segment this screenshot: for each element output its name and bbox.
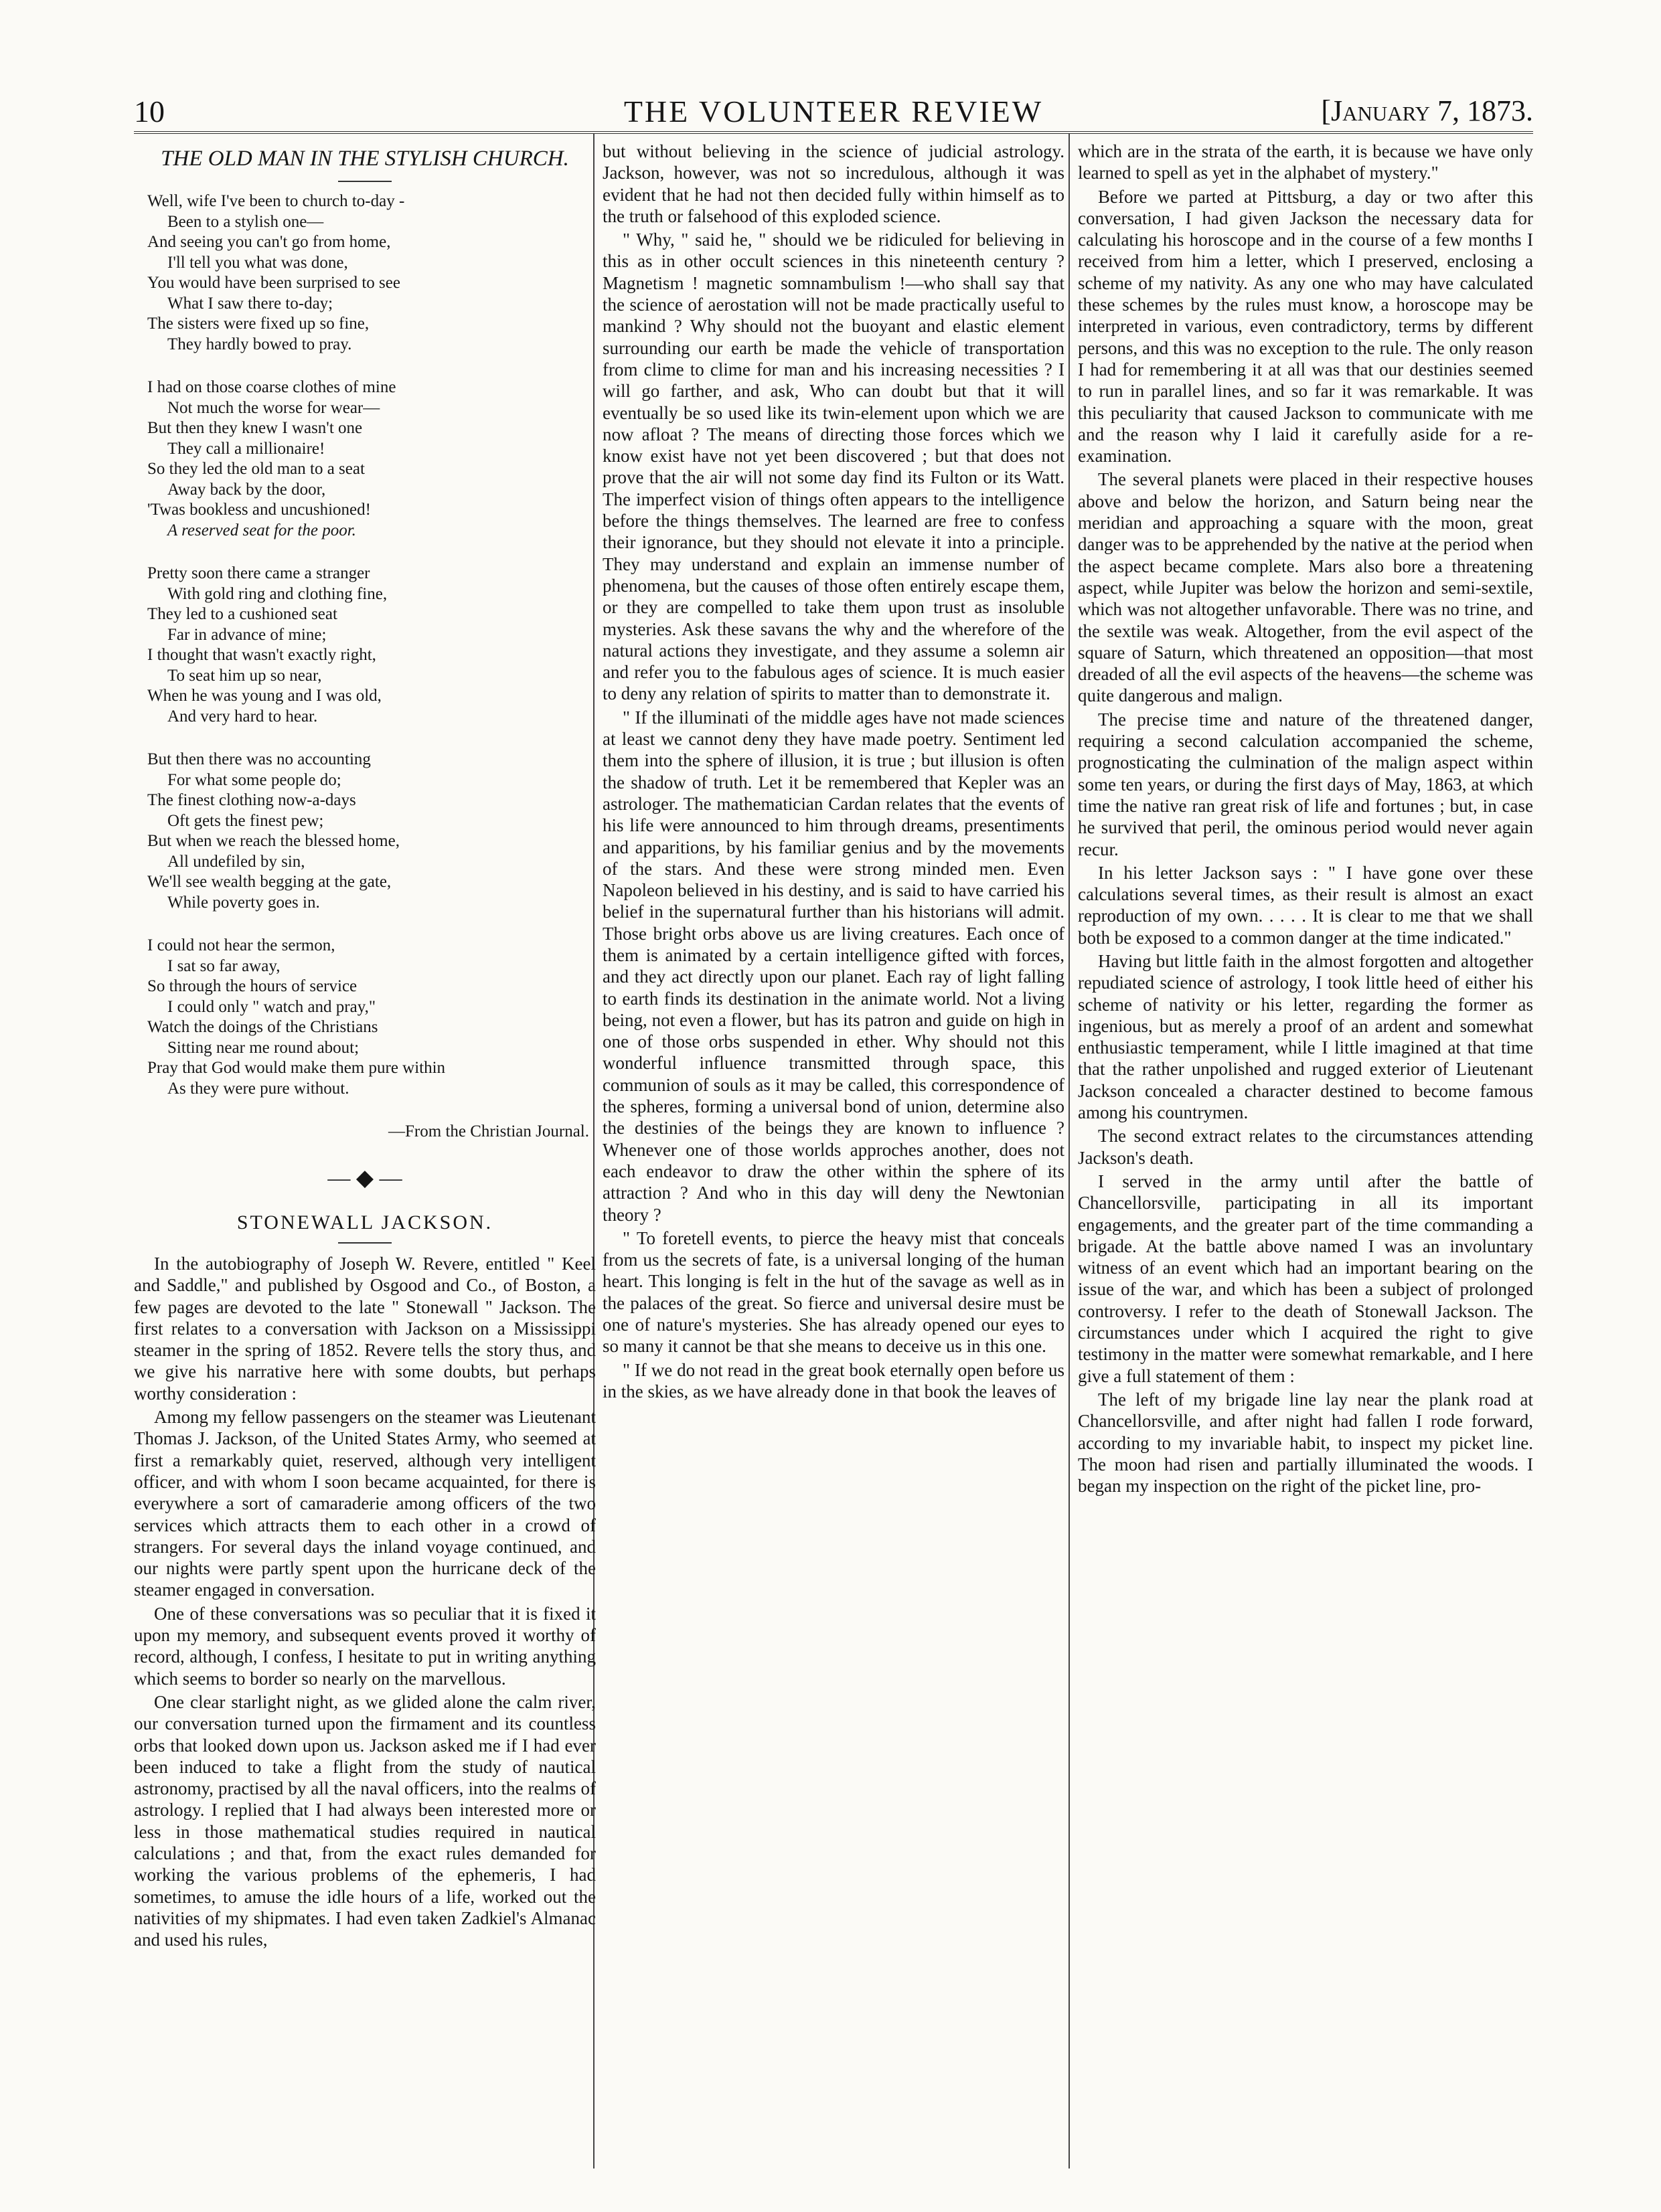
article-paragraph: but without believing in the science of judicial astrology. Jackson, however, was not so incredulous, although it was evident that he had not then decided fully within himself as to the truth or falsehood of this exploded science. bbox=[603, 141, 1064, 226]
poem-line: Pretty soon there came a stranger bbox=[147, 564, 370, 582]
poem-line: I'll tell you what was done, bbox=[167, 253, 348, 272]
poem-line: I had on those coarse clothes of mine bbox=[147, 378, 396, 396]
article-paragraph: " If we do not read in the great book eternally open before us in the skies, as we have already done in that book the leaves of bbox=[603, 1359, 1064, 1401]
poem-line: So they led the old man to a seat bbox=[147, 460, 365, 478]
column-rule-2 bbox=[1069, 134, 1070, 2168]
poem-line: What I saw there to-day; bbox=[167, 294, 333, 313]
poem-line: As they were pure without. bbox=[167, 1079, 349, 1098]
article-paragraph: The several planets were placed in their respective houses above and below the horizon, and Saturn being near the meridian and approaching a square with the moon, great danger was to be apprehended by the native at the period when the aspect became complete. Mars also bore a threatening aspect, while Jupiter was below the horizon and semi-sextile, which was not altogether unfavorable. There was no trine, and the sextile was weak. Altogether, from the evil aspect of the square of Saturn, which threatened an opposition—that most dreaded of all the evil aspects of the heavens—the scheme was quite dangerous and malign. bbox=[1078, 469, 1533, 706]
poem-line: Not much the worse for wear— bbox=[167, 398, 380, 417]
article-paragraph: I served in the army until after the battle of Chancellorsville, participating in all its important engagements, and the greater part of the time commanding a brigade. At the battle above named I was an involuntary witness of an event which had an important bearing on the issue of the war, and which has been a subject of prolonged controversy. I refer to the death of Stonewall Jackson. The circumstances under which I acquired the right to give testimony in the matter were somewhat remarkable, and I here give a full statement of them : bbox=[1078, 1171, 1533, 1386]
poem-line: Pray that God would make them pure within bbox=[147, 1059, 446, 1077]
article-title: STONEWALL JACKSON. bbox=[236, 1211, 493, 1233]
article-column-2 bbox=[603, 141, 1064, 1402]
poem bbox=[134, 145, 596, 1142]
poem-line: They hardly bowed to pray. bbox=[167, 335, 352, 353]
header-rule bbox=[134, 131, 1533, 134]
article-paragraph: " If the illuminati of the middle ages have not made sciences at least we cannot deny they have made poetry. Sentiment led them into the sphere of illusion, it is true ; but illusion is often the shadow of truth. Let it be remembered that Kepler was an astrologer. The mathematician Cardan relates that the events of his life were announced to him through dreams, presentiments and apparitions, by his familiar genius and by the movements of the stars. And these were strong minded men. Even Napoleon believed in his destiny, and is said to have carried his belief in the supernatural further than his historians will admit. Those bright orbs above us are living creatures. Each once of them is animated by a certain intelligence gifted with forces, and they act directly upon our planet. Each ray of light falling to earth finds its destination in the animate world. Not a living being, not even a flower, but has its patron and guide on high in one of those orbs suspended in ether. Why should not this wonderful influence transmitted through space, this communion of souls as it may be called, this correspondence of the spheres, forming a universal bond of union, determine also the destinies of the beings they are known to influence ? Whenever one of those worlds approches another, does not each endeavor to draw the other within the sphere of its attraction ? And who in this day will deny the Newtonian theory ? bbox=[603, 707, 1064, 1225]
poem-stanza bbox=[134, 191, 596, 355]
issue-date: [January 7, 1873. bbox=[1321, 94, 1533, 127]
article-paragraph: Before we parted at Pittsburg, a day or two after this conversation, I had given Jackson the necessary data for calculating his horoscope and in the course of a few months I received from him a letter, which I preserved, enclosing a scheme of my nativity. As any one who may have calculated these schemes by the rules must know, a horoscope may be interpreted in various, even contradictory, terms by different persons, and this was no exception to the rule. The only reason I had for remembering it at all was that our destinies seemed to run in parallel lines, and so far it was remarkable. It was this peculiarity that caused Jackson to communicate with me and the reason why I laid it carefully aside for a re-examination. bbox=[1078, 186, 1533, 466]
poem-line: The sisters were fixed up so fine, bbox=[147, 315, 370, 333]
article-paragraph: " To foretell events, to pierce the heavy mist that conceals from us the secrets of fate, is a universal longing of the human heart. This longing is felt in the hut of the savage as well as in the palaces of the great. So fierce and universal desire must be one of nature's mysteries. She has already opened our eyes to so many it cannot be that she means to deceive us in this one. bbox=[603, 1227, 1064, 1357]
article-paragraph: In his letter Jackson says : " I have gone over these calculations several times, as their result is almost an exact reproduction of my own. . . . . It is clear to me that we shall both be exposed to a common danger at the time indicated." bbox=[1078, 862, 1533, 948]
article-paragraph: One clear starlight night, as we glided alone the calm river, our conversation turned upon the firmament and its countless orbs that looked down upon us. Jackson asked me if I had ever been induced to take a flight from the study of nautical astronomy, practised by all the naval officers, into the realms of astrology. I replied that I had always been interested more or less in those mathematical studies required in nautical calculations ; and that, from the exact rules demanded for working the various problems of the ephemeris, I had sometimes, to amuse the idle hours of a life, worked out the nativities of my shipmates. I had even taken Zadkiel's Almanac and used his rules, bbox=[134, 1691, 596, 1950]
poem-line: So through the hours of service bbox=[147, 977, 358, 995]
poem-line: I could not hear the sermon, bbox=[147, 936, 335, 954]
ornament-divider: — ◆ — bbox=[327, 1166, 402, 1191]
article-paragraph: Among my fellow passengers on the steamer was Lieutenant Thomas J. Jackson, of the United States Army, who seemed at first a remarkably quiet, reserved, although very intelligent officer, and with whom I soon became acquainted, for there is everywhere a sort of camaraderie among officers of the two services which attracts them to each other in a crowd of strangers. For several days the inland voyage continued, and our nights were partly spent upon the hurricane deck of the steamer engaged in conversation. bbox=[134, 1407, 596, 1600]
poem-line: With gold ring and clothing fine, bbox=[167, 584, 388, 603]
poem-stanza bbox=[134, 564, 596, 727]
column-2 bbox=[603, 141, 1064, 2175]
poem-line: Far in advance of mine; bbox=[167, 625, 327, 644]
poem-line: For what some people do; bbox=[167, 770, 341, 789]
poem-line: You would have been surprised to see bbox=[147, 274, 400, 292]
poem-line: Sitting near me round about; bbox=[167, 1038, 360, 1057]
poem-attribution: —From the Christian Journal. bbox=[388, 1122, 589, 1140]
article-paragraph: The second extract relates to the circumstances attending Jackson's death. bbox=[1078, 1126, 1533, 1168]
poem-line: 'Twas bookless and uncushioned! bbox=[147, 501, 371, 519]
poem-line: But then there was no accounting bbox=[147, 750, 371, 768]
poem-line: A reserved seat for the poor. bbox=[167, 521, 356, 539]
poem-line: Well, wife I've been to church to-day - bbox=[147, 192, 405, 210]
poem-line: While poverty goes in. bbox=[167, 893, 320, 912]
article-column-1 bbox=[134, 1253, 596, 1951]
title-rule bbox=[338, 1242, 392, 1244]
poem-line: Watch the doings of the Christians bbox=[147, 1018, 378, 1036]
poem-line: I sat so far away, bbox=[167, 956, 281, 975]
poem-line: The finest clothing now-a-days bbox=[147, 791, 356, 809]
poem-line: All undefiled by sin, bbox=[167, 852, 305, 871]
column-1 bbox=[134, 141, 596, 2175]
poem-line: We'll see wealth begging at the gate, bbox=[147, 873, 392, 891]
article-paragraph: Having but little faith in the almost forgotten and altogether repudiated science of astrology, I took little heed of either his scheme of nativity or his letter, regarding the former as ingenious, but as merely a proof of an ardent and somewhat enthusiastic temperament, while I little imagined at that time that the rather unpolished and rugged exterior of Lieutenant Jackson concealed a character destined to become famous among his countrymen. bbox=[1078, 950, 1533, 1123]
title-rule bbox=[338, 181, 392, 182]
poem-stanza bbox=[134, 936, 596, 1099]
poem-line: They led to a cushioned seat bbox=[147, 605, 337, 623]
article-paragraph: The left of my brigade line lay near the plank road at Chancellorsville, and after night had fallen I rode forward, according to my invariable habit, to inspect my picket line. The moon had risen and partially illuminated the woods. I began my inspection on the right of the picket line, pro- bbox=[1078, 1389, 1533, 1497]
column-3 bbox=[1078, 141, 1533, 2175]
poem-line: Been to a stylish one— bbox=[167, 212, 324, 231]
poem-line: And seeing you can't go from home, bbox=[147, 233, 391, 251]
poem-line: Away back by the door, bbox=[167, 480, 326, 499]
poem-stanzas bbox=[134, 191, 596, 1099]
poem-line: I thought that wasn't exactly right, bbox=[147, 646, 376, 664]
poem-stanza bbox=[134, 750, 596, 913]
poem-line: I could only " watch and pray," bbox=[167, 997, 376, 1016]
article-paragraph: In the autobiography of Joseph W. Revere, entitled " Keel and Saddle," and published by Osgood and Co., of Boston, a few pages are devoted to the late " Stonewall " Jackson. The first relates to a conversation with Jackson on a Mississippi steamer in the spring of 1852. Revere tells the story thus, and we give his narrative here with some doubts, but perhaps worthy consideration : bbox=[134, 1254, 596, 1403]
page-number: 10 bbox=[134, 94, 165, 129]
article-paragraph: " Why, " said he, " should we be ridiculed for believing in this as in other occult sciences in this nineteenth century ? Magnetism ! magnetic somnambulism !—who shall say that the science of aerostation will not be made practically useful to mankind ? Why should not the buoyant and elastic element surrounding our earth be made the vehicle of transportation from clime to clime for man and his increasing necessities ? I will go farther, and ask, Who can doubt but that it will eventually be so used like its twin-element upon which we are now afloat ? The means of directing those forces which we know exist have not yet been discovered ; but that does not prove that the air will not some day find its Fulton or its Watt. The imperfect vision of things often appears to the intelligence before the things themselves. The learned are free to confess their ignorance, but they should not elevate it into a principle. They may understand and explain an immense number of phenomena, but the causes of those often entirely escape them, or they are compelled to take them upon trust as insoluble mysteries. Ask these savans the why and the wherefore of the natural actions they investigate, and they assume a solemn air and refer you to the fabulous ages of science. It is much easier to deny any relation of spirits to matter than to demonstrate it. bbox=[603, 230, 1064, 704]
poem-line: But then they knew I wasn't one bbox=[147, 419, 363, 437]
article-column-3 bbox=[1078, 141, 1533, 1497]
poem-line: When he was young and I was old, bbox=[147, 687, 382, 705]
poem-line: Oft gets the finest pew; bbox=[167, 811, 324, 830]
poem-title: THE OLD MAN IN THE STYLISH CHURCH. bbox=[161, 147, 569, 171]
poem-stanza bbox=[134, 377, 596, 541]
poem-line: To seat him up so near, bbox=[167, 666, 322, 685]
poem-line: They call a millionaire! bbox=[167, 439, 325, 458]
publication-title: THE VOLUNTEER REVIEW bbox=[623, 94, 1044, 129]
article-paragraph: The precise time and nature of the threatened danger, requiring a second calculation accompanied the scheme, prognosticating the culmination of the malign aspect within some ten years, or during the first days of May, 1863, at which time the native ran great risk of life and fortunes ; but, in case he survived that peril, the ominous period would never again recur. bbox=[1078, 709, 1533, 859]
article-paragraph: One of these conversations was so peculiar that it is fixed it upon my memory, and subsequent events proved it worthy of record, although, I confess, I hesitate to put in writing anything which seems to border so nearly on the marvellous. bbox=[134, 1603, 596, 1689]
poem-line: But when we reach the blessed home, bbox=[147, 832, 400, 850]
poem-line: And very hard to hear. bbox=[167, 707, 318, 726]
article-paragraph: which are in the strata of the earth, it is because we have only learned to spell as yet in the alphabet of mystery." bbox=[1078, 141, 1533, 183]
